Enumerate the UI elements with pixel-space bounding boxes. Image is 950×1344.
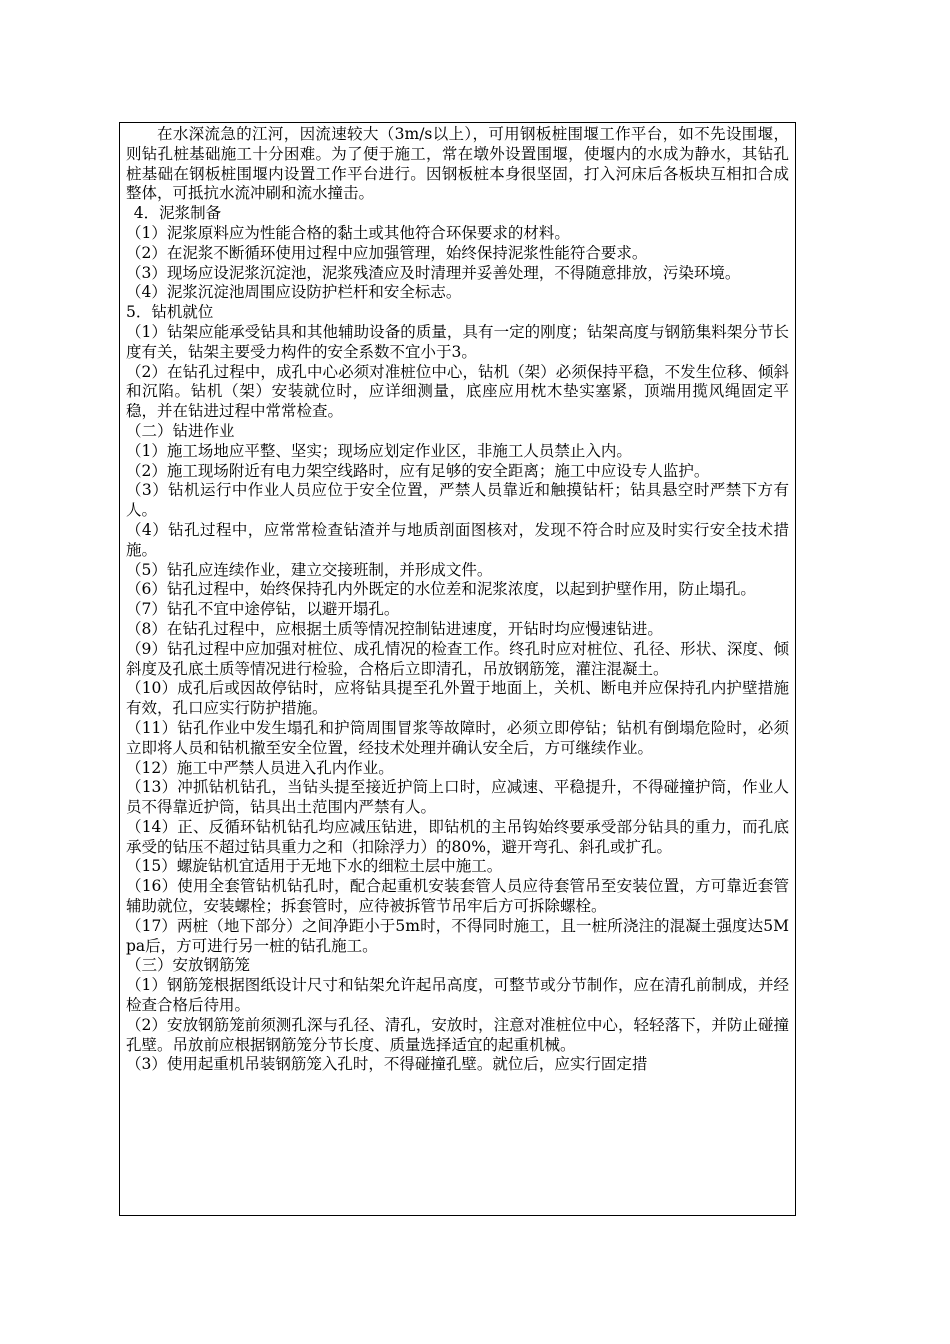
paragraph: （1）泥浆原料应为性能合格的黏土或其他符合环保要求的材料。 (126, 223, 570, 242)
paragraph: （1）钻架应能承受钻具和其他辅助设备的质量，具有一定的刚度；钻架高度与钢筋集料架分节长度有关，钻架主要受力构件的安全系数不宜小于3。 (126, 322, 789, 361)
paragraph: （6）钻孔过程中，始终保持孔内外既定的水位差和泥浆浓度，以起到护壁作用，防止塌孔。 (126, 580, 756, 599)
paragraph: （二）钻进作业 (126, 421, 235, 440)
paragraph: （3）钻机运行中作业人员应位于安全位置，严禁人员靠近和触摸钻杆；钻具悬空时严禁下方有人。 (126, 481, 789, 520)
document-frame (119, 122, 796, 1216)
paragraph: （16）使用全套管钻机钻孔时，配合起重机安装套管人员应待套管吊至安装位置，方可靠近套管辅助就位，安装螺栓；拆套管时，应待被拆管节吊牢后方可拆除螺栓。 (126, 877, 789, 916)
paragraph: （14）正、反循环钻机钻孔均应减压钻进，即钻机的主吊钩始终要承受部分钻具的重力，而孔底承受的钻压不超过钻具重力之和（扣除浮力）的80%，避开弯孔、斜孔或扩孔。 (126, 817, 789, 856)
paragraph: （3）使用起重机吊装钢筋笼入孔时，不得碰撞孔壁。就位后，应实行固定措 (126, 1055, 648, 1074)
paragraph: 5．钻机就位 (126, 303, 214, 322)
paragraph: （5）钻孔应连续作业，建立交接班制，并形成文件。 (126, 560, 493, 579)
paragraph: （2）施工现场附近有电力架空线路时，应有足够的安全距离；施工中应设专人监护。 (126, 461, 710, 480)
paragraph: 4．泥浆制备 (133, 204, 222, 223)
paragraph: （2）在泥浆不断循环使用过程中应加强管理，始终保持泥浆性能符合要求。 (126, 243, 648, 262)
paragraph: （15）螺旋钻机宜适用于无地下水的细粒土层中施工。 (126, 857, 503, 876)
paragraph: （9）钻孔过程中应加强对桩位、成孔情况的检查工作。终孔时应对桩位、孔径、形状、深度、倾斜度及孔底土质等情况进行检验，合格后立即清孔，吊放钢筋笼，灌注混凝土。 (126, 639, 789, 678)
paragraph: （10）成孔后或因故停钻时，应将钻具提至孔外置于地面上，关机、断电并应保持孔内护壁措施有效，孔口应实行防护措施。 (126, 679, 789, 718)
paragraph: （11）钻孔作业中发生塌孔和护筒周围冒浆等故障时，必须立即停钻；钻机有倒塌危险时，必须立即将人员和钻机撤至安全位置，经技术处理并确认安全后，方可继续作业。 (126, 718, 789, 757)
paragraph: （三）安放钢筋笼 (126, 956, 251, 975)
paragraph: （13）冲抓钻机钻孔，当钻头提至接近护筒上口时，应减速、平稳提升，不得碰撞护筒，作业人员不得靠近护筒，钻具出土范围内严禁有人。 (126, 778, 789, 817)
paragraph: （1）钢筋笼根据图纸设计尺寸和钻架允许起吊高度，可整节或分节制作，应在清孔前制成，并经检查合格后待用。 (126, 976, 789, 1015)
paragraph: （1）施工场地应平整、坚实；现场应划定作业区，非施工人员禁止入内。 (126, 441, 632, 460)
paragraph: （2）在钻孔过程中，成孔中心必须对准桩位中心，钻机（架）必须保持平稳，不发生位移、倾斜和沉陷。钻机（架）安装就位时，应详细测量，底座应用枕木垫实塞紧，顶端用揽风绳固定平稳，并在钻进过程中常常检查。 (126, 362, 789, 421)
paragraph: （3）现场应设泥浆沉淀池，泥浆残渣应及时清理并妥善处理，不得随意排放，污染环境。 (126, 263, 741, 282)
paragraph: （4）泥浆沉淀池周围应设防护栏杆和安全标志。 (126, 283, 462, 302)
paragraph: （4）钻孔过程中，应常常检查钻渣并与地质剖面图核对，发现不符合时应及时实行安全技术措施。 (126, 520, 789, 559)
paragraph: 在水深流急的江河，因流速较大（3m/s以上），可用钢板桩围堰工作平台，如不先设围堰，则钻孔桩基础施工十分困难。为了便于施工，常在墩外设置围堰，使堰内的水成为静水，其钻孔桩基础在钢板桩围堰内设置工作平台进行。因钢板桩本身很坚固，打入河床后各板块互相扣合成整体，可抵抗水流冲刷和流水撞击。 (126, 125, 789, 203)
paragraph: （2）安放钢筋笼前须测孔深与孔径、清孔，安放时，注意对准桩位中心，轻轻落下，并防止碰撞孔壁。吊放前应根据钢筋笼分节长度、质量选择适宜的起重机械。 (126, 1015, 789, 1054)
document-body (120, 123, 795, 1075)
paragraph: （17）两桩（地下部分）之间净距小于5m时，不得同时施工，且一桩所浇注的混凝土强度达5Mpa后，方可进行另一桩的钻孔施工。 (126, 916, 789, 955)
paragraph: （12）施工中严禁人员进入孔内作业。 (126, 758, 394, 777)
paragraph: （8）在钻孔过程中，应根据土质等情况控制钻进速度，开钻时均应慢速钻进。 (126, 619, 663, 638)
paragraph: （7）钻孔不宜中途停钻，以避开塌孔。 (126, 600, 400, 619)
